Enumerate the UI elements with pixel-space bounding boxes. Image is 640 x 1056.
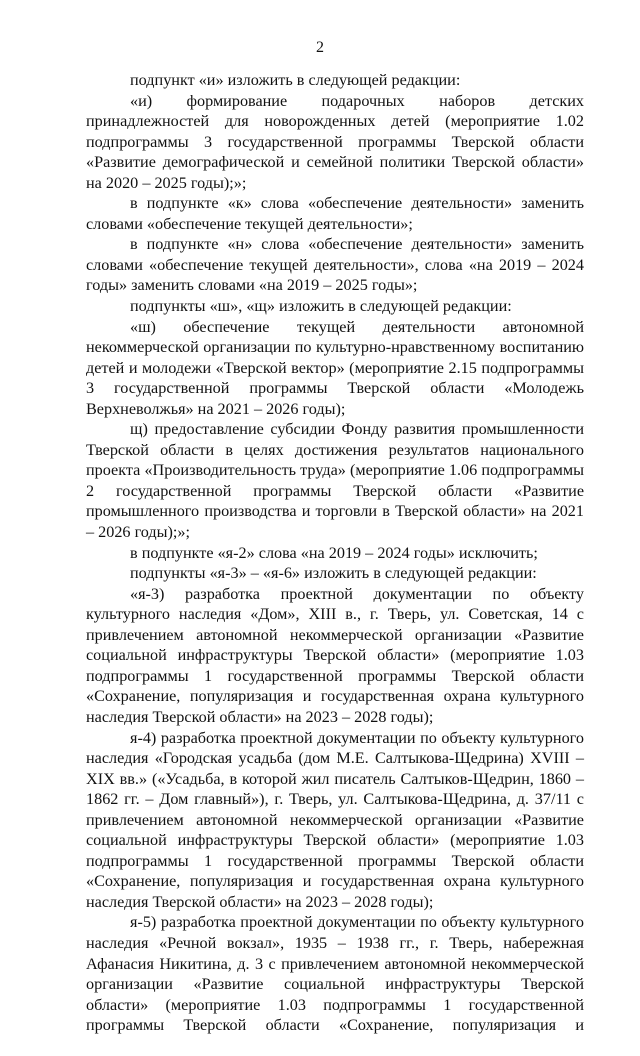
- paragraph-9: подпункты «я-3» – «я-6» изложить в следующей редакции:: [130, 564, 537, 583]
- paragraph-6: «ш) обеспечение текущей деятельности автономной некоммерческой организации по культурно-нравственному воспитанию детей и молодежи «Тверской вектор» (мероприятие 2.15 подпрограммы 3 государственной программы Тверской области «Молодежь Верхневолжья» на 2021 – 2026 годы);: [86, 317, 584, 418]
- document-body: [86, 70, 584, 1056]
- paragraph-11: я-4) разработка проектной документации по объекту культурного наследия «Городская усадьба (дом М.Е. Салтыкова-Щедрина) XVIII – XIX вв.» («Усадьба, в которой жил писатель Салтыков-Щедрин, 1860 – 1862 гг. – Дом главный»), г. Тверь, ул. Салтыкова-Щедрина, д. 37/11 с привлечением автономной некоммерческой организации «Развитие социальной инфраструктуры Тверской области» (мероприятие 1.03 подпрограммы 1 государственной программы Тверской области «Сохранение, популяризация и государственная охрана культурного наследия Тверской области» на 2023 – 2028 годы);: [86, 728, 584, 911]
- paragraph-1: подпункт «и» изложить в следующей редакции:: [130, 71, 461, 89]
- page-number: 2: [316, 39, 324, 56]
- paragraph-5: подпункты «ш», «щ» изложить в следующей редакции:: [130, 297, 512, 316]
- paragraph-7: щ) предоставление субсидии Фонду развития промышленности Тверской области в целях достижения результатов национального проекта «Производительность труда» (мероприятие 1.06 подпрограммы 2 государственной программы Тверской области «Развитие промышленного производства и торговли в Тверской области» на 2021 – 2026 годы);»;: [86, 420, 584, 542]
- paragraph-3: в подпункте «к» слова «обеспечение деятельности» заменить словами «обеспечение текущей деятельности»;: [86, 194, 584, 233]
- paragraph-12: я-5) разработка проектной документации по объекту культурного наследия «Речной вокзал», 1935 – 1938 гг., г. Тверь, набережная Афанасия Никитина, д. 3 с привлечением автономной некоммерческой организации «Развитие социальной инфраструктуры Тверской области» (мероприятие 1.03 подпрограммы 1 государственной программы Тверской области «Сохранение, популяризация и: [86, 913, 584, 1035]
- paragraph-4: в подпункте «н» слова «обеспечение деятельности» заменить словами «обеспечение текущей деятельности», слова «на 2019 – 2024 годы» заменить словами «на 2019 – 2025 годы»;: [86, 235, 584, 295]
- paragraph-8: в подпункте «я-2» слова «на 2019 – 2024 годы» исключить;: [130, 543, 538, 562]
- paragraph-2: «и) формирование подарочных наборов детских принадлежностей для новорожденных детей (мероприятие 1.02 подпрограммы 3 государственной программы Тверской области «Развитие демографической и семейной политики Тверской области» на 2020 – 2025 годы);»;: [86, 91, 584, 192]
- paragraph-10: «я-3) разработка проектной документации по объекту культурного наследия «Дом», XIII в., г. Тверь, ул. Советская, 14 с привлечением автономной некоммерческой организации «Развитие социальной инфраструктуры Тверской области» (мероприятие 1.03 подпрограммы 1 государственной программы Тверской области «Сохранение, популяризация и государственная охрана культурного наследия Тверской области» на 2023 – 2028 годы);: [86, 584, 584, 726]
